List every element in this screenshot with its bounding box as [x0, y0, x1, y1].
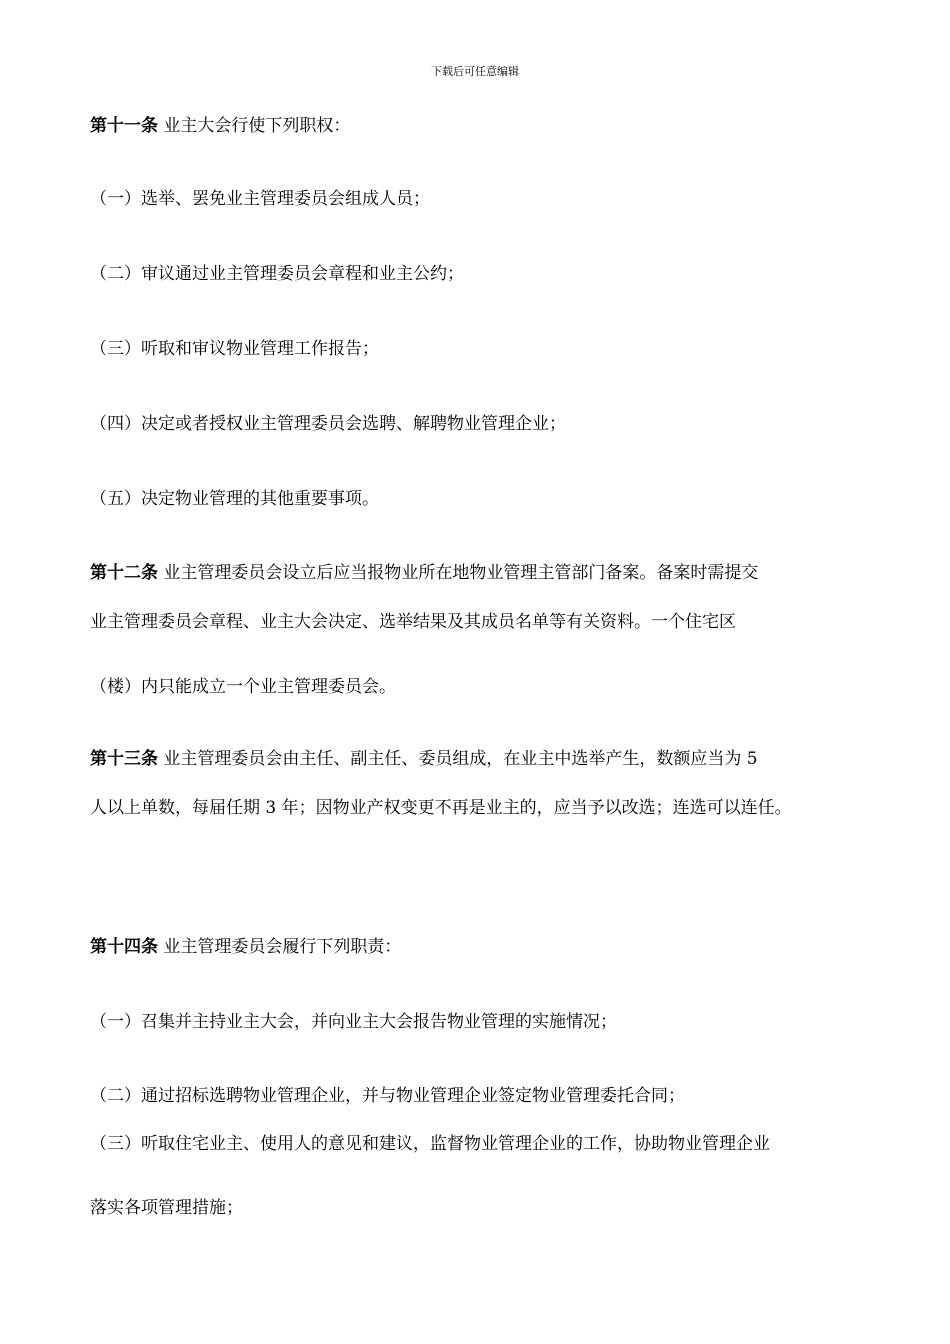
- article-11-item-1: （一）选举、罢免业主管理委员会组成人员；: [90, 189, 430, 209]
- article-12-number: 第十二条: [90, 563, 158, 583]
- article-13-number: 第十三条: [90, 749, 158, 769]
- article-14-heading: [90, 935, 401, 959]
- article-12-line-3: （楼）内只能成立一个业主管理委员会。: [90, 677, 396, 697]
- article-14-item-3: （三）听取住宅业主、使用人的意见和建议，监督物业管理企业的工作，协助物业管理企业: [90, 1134, 770, 1154]
- article-14-item-2: （二）通过招标选聘物业管理企业，并与物业管理企业签定物业管理委托合同；: [90, 1086, 685, 1106]
- article-14-item-1: （一）召集并主持业主大会，并向业主大会报告物业管理的实施情况；: [90, 1012, 617, 1032]
- article-12-line-2: 业主管理委员会章程、业主大会决定、选举结果及其成员名单等有关资料。一个住宅区: [90, 612, 736, 632]
- article-13-text-1: 业主管理委员会由主任、副主任、委员组成，在业主中选举产生，数额应当为 5: [163, 749, 758, 769]
- article-13-line-1: [90, 747, 758, 771]
- article-11-number: 第十一条: [90, 116, 158, 136]
- article-11-text: 业主大会行使下列职权：: [163, 116, 351, 136]
- page-header: 下载后可任意编辑: [431, 65, 519, 78]
- article-14-number: 第十四条: [90, 937, 158, 957]
- article-11-item-4: （四）决定或者授权业主管理委员会选聘、解聘物业管理企业；: [90, 414, 566, 434]
- article-12-text-1: 业主管理委员会设立后应当报物业所在地物业管理主管部门备案。备案时需提交: [163, 563, 759, 583]
- article-11-item-3: （三）听取和审议物业管理工作报告；: [90, 339, 379, 359]
- article-11-item-2: （二）审议通过业主管理委员会章程和业主公约；: [90, 264, 464, 284]
- article-11-item-5: （五）决定物业管理的其他重要事项。: [90, 489, 379, 509]
- article-13-line-2: 人以上单数，每届任期 3 年；因物业产权变更不再是业主的，应当予以改选；连选可以连任。: [90, 798, 792, 818]
- article-12-line-1: [90, 561, 758, 585]
- article-14-text: 业主管理委员会履行下列职责：: [163, 937, 402, 957]
- article-14-item-3-continued: 落实各项管理措施；: [90, 1198, 243, 1218]
- article-11-heading: [90, 114, 350, 138]
